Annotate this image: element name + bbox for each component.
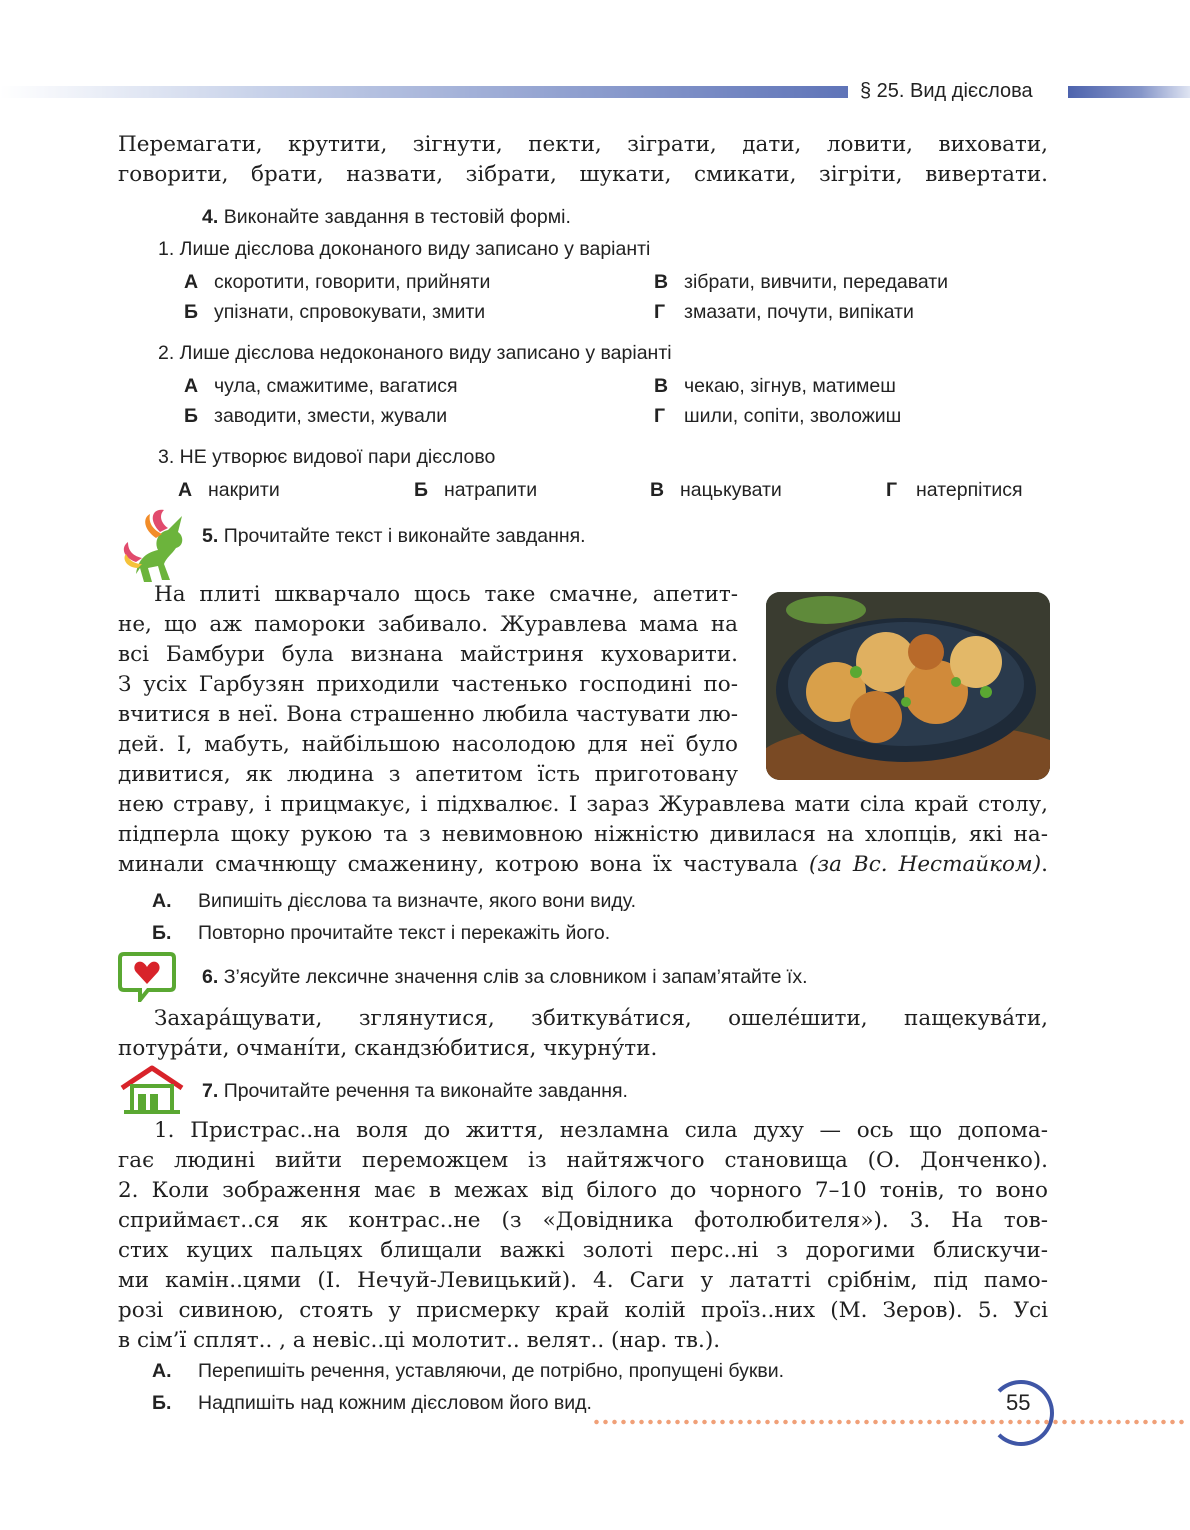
header-bar-left (0, 86, 848, 98)
task-number: 4. (202, 206, 219, 228)
subtask: А. Перепишіть речення, уставляючи, де потрібно, пропущені букви. (152, 1360, 785, 1382)
question-2: 2. Лише дієслова недоконаного виду записано у варіанті (158, 342, 672, 364)
intro-line: Перемагати, крутити, зігнути, пекти, зіграти, дати, ловити, виховати, (118, 132, 1048, 157)
words-line: Захара́щувати, зглянутися, збиткува́тися, ошеле́шити, пащекува́ти, (154, 1006, 1048, 1031)
option: А накрити (178, 479, 280, 501)
sentence-line: стих куцих пальцях блищали важкі золоті перс..ні з дорогими блискучи- (118, 1238, 1048, 1263)
option: Г шили, сопіти, зволожиш (654, 405, 902, 427)
task7-text (118, 1116, 1048, 1356)
question-3: 3. НЕ утворює видової пари дієслово (158, 446, 496, 468)
sentence-line: ми камін..цями (І. Нечуй-Левицький). 4. Саги у лататті срібнім, під памо- (118, 1268, 1048, 1293)
option: А чула, смажитиме, вагатися (184, 375, 458, 397)
option: Г натерпітися (886, 479, 1023, 501)
task-number: 6. (202, 966, 219, 988)
story-line: На плиті шкварчало щось таке смачне, апетит- (154, 582, 738, 607)
sentence-line: 2. Коли зображення має в межах від білого до чорного 7–10 тонів, то воно (118, 1178, 1048, 1203)
sentence-line: сприймаєт..ся як контрас..не (з «Довідника фотолюбителя»). 3. На тов- (118, 1208, 1048, 1233)
question-1: 1. Лише дієслова доконаного виду записано у варіанті (158, 238, 651, 260)
unicorn-icon (118, 502, 198, 586)
option: В чекаю, зігнув, матимеш (654, 375, 896, 397)
task-title: Прочитайте текст і виконайте завдання. (223, 525, 586, 547)
story-line: дивитися, як людина з апетитом їсть приготовану (118, 762, 738, 787)
intro-words (118, 130, 1048, 190)
story-line: всі Бамбури була визнана майстриня куховарити. (118, 642, 738, 667)
sentence-line: в сім’ї сплят.. , а невіс..ці молотит.. велят.. (нар. тв.). (118, 1328, 721, 1353)
story-line: вчитися в неї. Вона страшенно любила частувати лю- (118, 702, 738, 727)
task6-heading (202, 966, 808, 989)
intro-line: говорити, брати, назвати, зібрати, шукати, смикати, зігріти, вивертати. (118, 162, 1048, 187)
story-text-bottom (118, 790, 1048, 880)
option: Г змазати, почути, випікати (654, 301, 914, 323)
story-text-top (118, 580, 738, 790)
section-title: § 25. Вид дієслова (860, 80, 1033, 102)
task-number: 5. (202, 525, 219, 547)
page-number: 55 (1006, 1390, 1031, 1415)
story-line: підперла щоку рукою та з невимовною ніжністю дивилася на хлопців, які на- (118, 822, 1048, 847)
task-number: 7. (202, 1080, 219, 1102)
task4-heading (202, 206, 571, 229)
option: Б упізнати, спровокувати, змити (184, 301, 486, 323)
task6-words (118, 1004, 1048, 1064)
story-source: (за Вс. Нестайком) (809, 852, 1042, 877)
option: В зібрати, вивчити, передавати (654, 271, 949, 293)
subtask: А. Випишіть дієслова та визначте, якого вони виду. (152, 890, 637, 912)
heart-speech-icon (118, 950, 176, 1002)
story-line: З усіх Гарбузян приходили частенько господині по- (118, 672, 738, 697)
subtask: Б. Повторно прочитайте текст і перекажіть його. (152, 922, 611, 944)
task7-heading (202, 1080, 628, 1103)
house-icon (118, 1064, 186, 1116)
option: Б заводити, змести, жували (184, 405, 448, 427)
sentence-line: гає людині вийти переможцем із найтяжчого становища (О. Донченко). (118, 1148, 1048, 1173)
food-photo (766, 592, 1050, 780)
sentence-line: розі сивиною, стоять у присмерку край колій проїз..них (М. Зеров). 5. Усі (118, 1298, 1048, 1323)
task5-heading (202, 525, 586, 548)
option: А скоротити, говорити, прийняти (184, 271, 491, 293)
story-line: не, що аж памороки забивало. Журавлева мама на (118, 612, 738, 637)
story-line: нею страву, і прицмакує, і підхвалює. І зараз Журавлева мати сіла край столу, (118, 792, 1048, 817)
task-title: Прочитайте речення та виконайте завдання. (223, 1080, 628, 1102)
story-line: дей. І, мабуть, найбільшою насолодою для неї було (118, 732, 738, 757)
option: Б натрапити (414, 479, 538, 501)
header-bar-right (1068, 86, 1190, 98)
task-title: З’ясуйте лексичне значення слів за словником і запам’ятайте їх. (223, 966, 808, 988)
sentence-line: 1. Пристрас..на воля до життя, незламна сила духу — ось що допома- (154, 1118, 1048, 1143)
story-line-last: минали смачнющу смаженину, котрою вона їх частувала (за Вс. Нестайком). (118, 852, 1048, 877)
dotted-footer-line (592, 1418, 1184, 1426)
option: В нацькувати (650, 479, 782, 501)
words-line: потура́ти, очмані́ти, скандзю́битися, чкурну́ти. (118, 1036, 658, 1061)
task-title: Виконайте завдання в тестовій формі. (223, 206, 571, 228)
subtask: Б. Надпишіть над кожним дієсловом його вид. (152, 1392, 592, 1414)
